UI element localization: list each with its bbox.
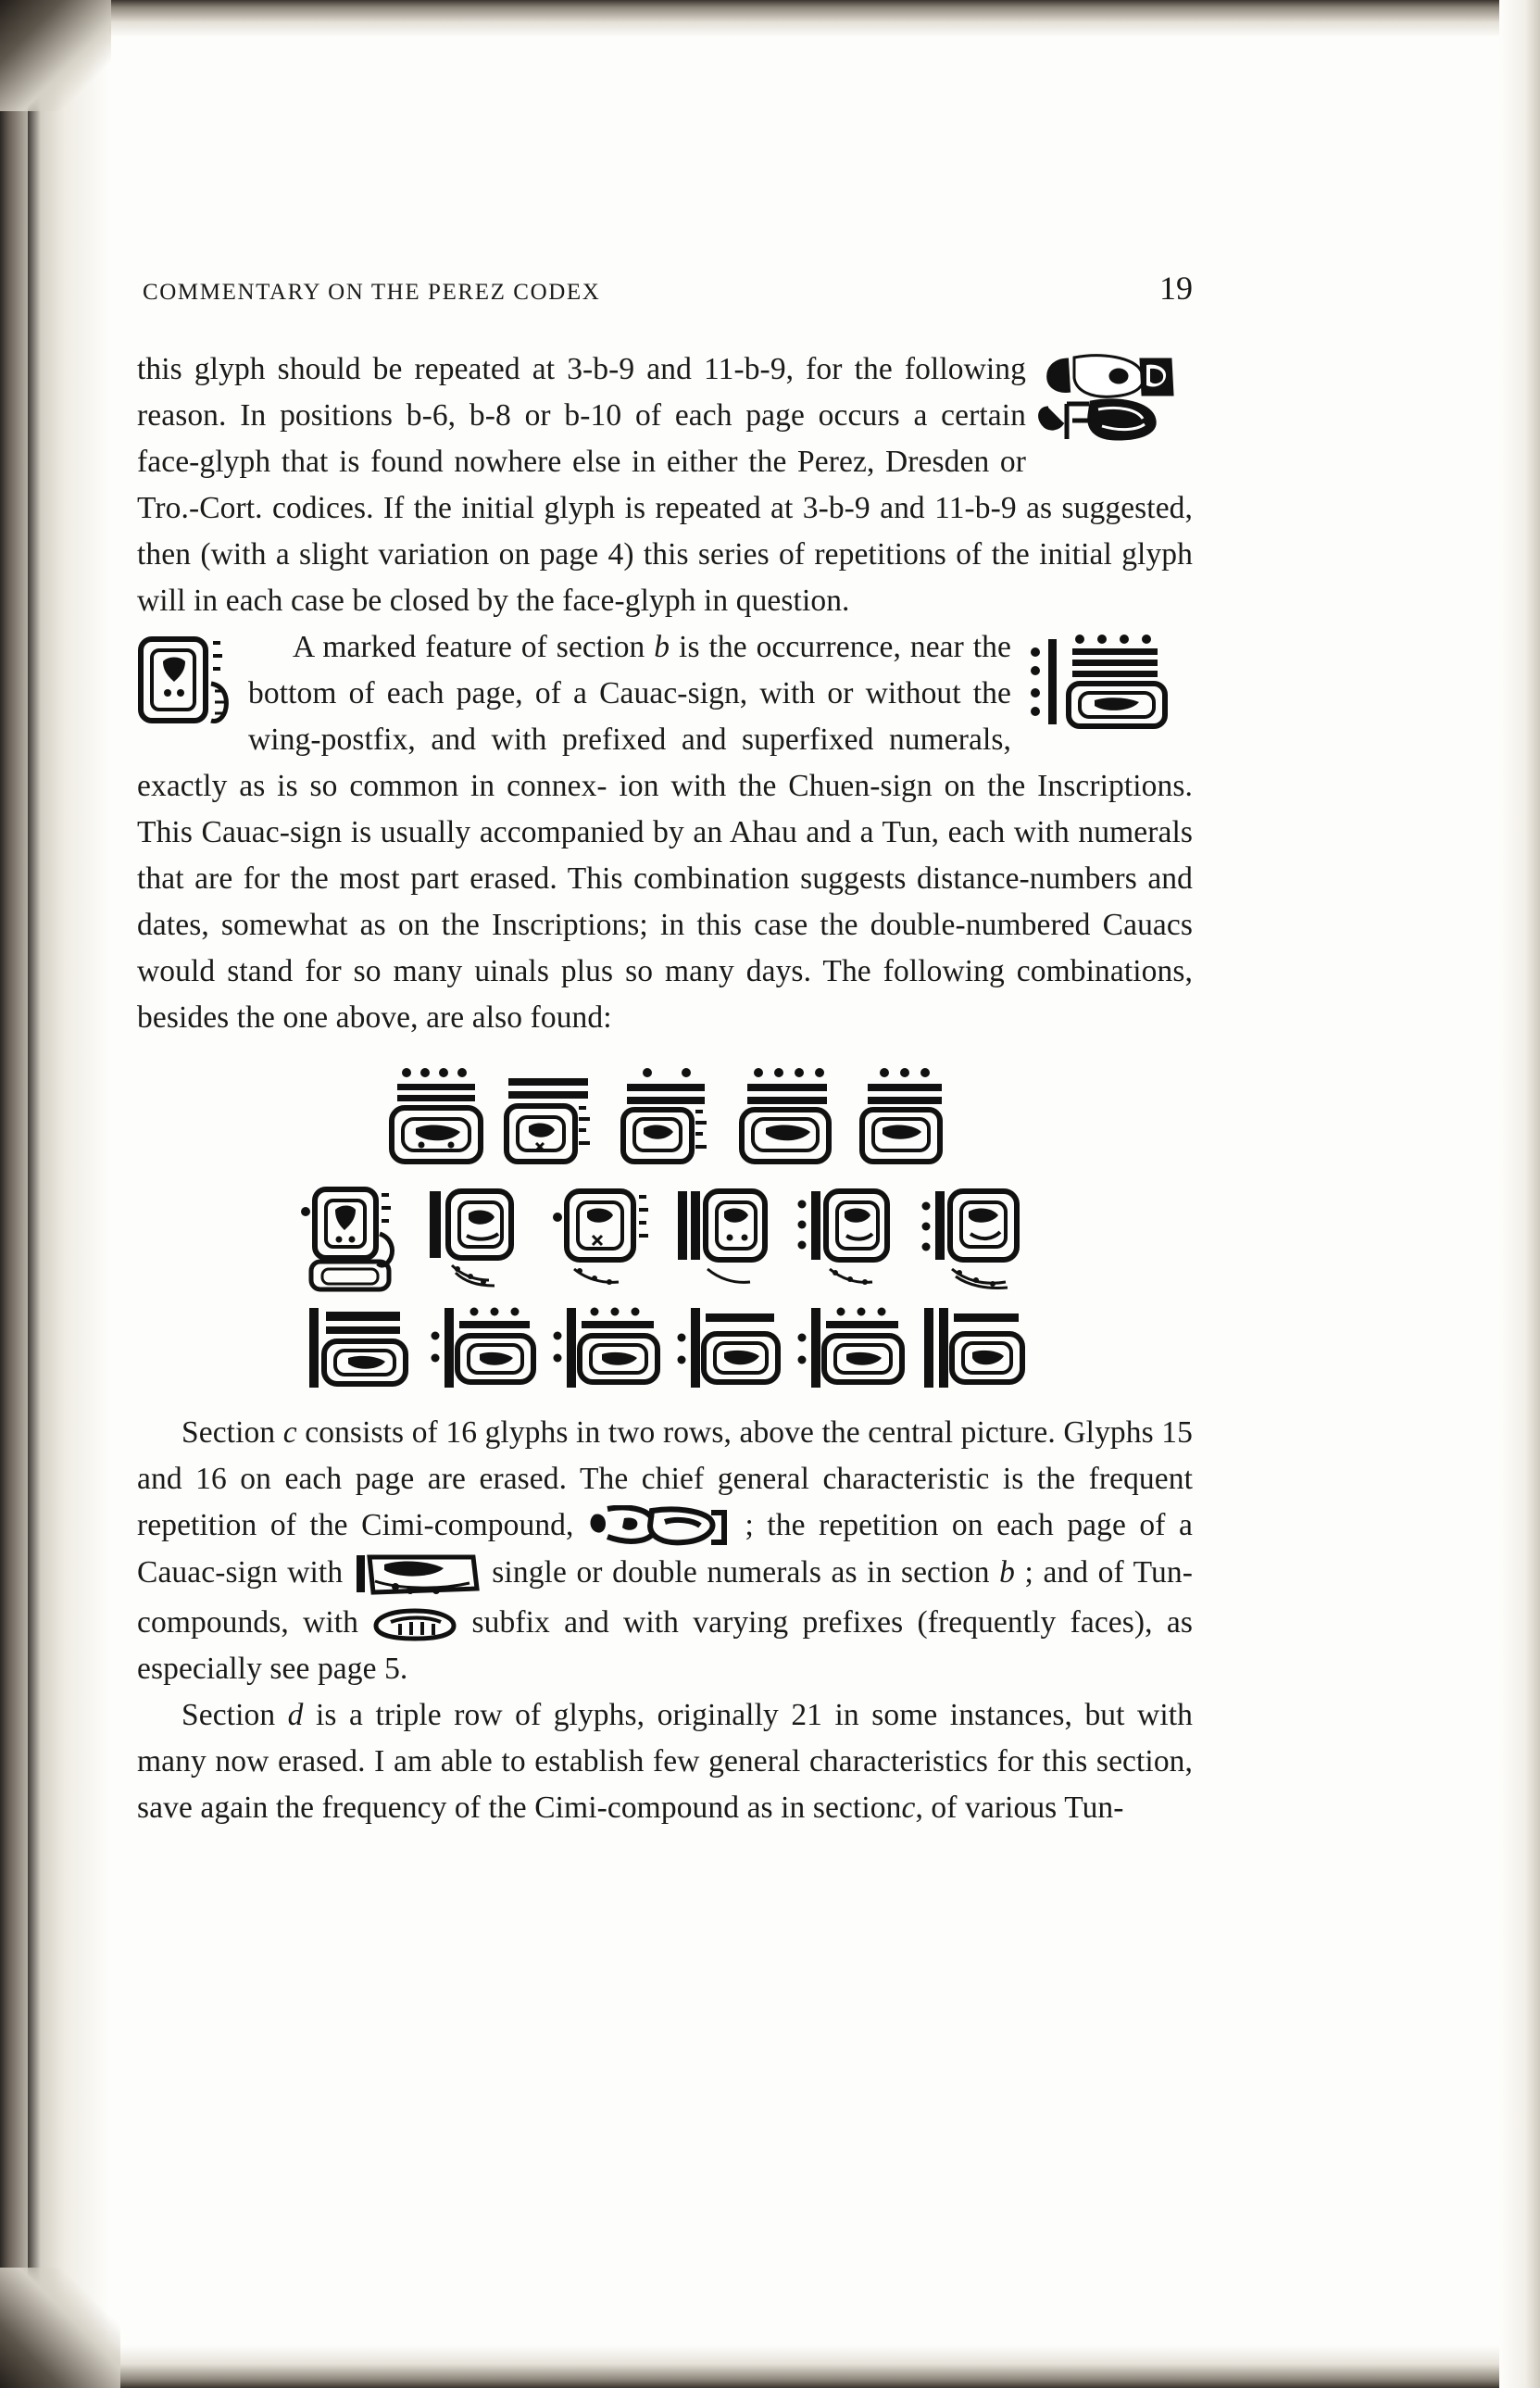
glyph-compound-9: [550, 1304, 661, 1393]
paragraph-2: [137, 624, 1193, 1041]
paragraph-4-italic-d: d: [287, 1697, 304, 1732]
paragraph-4: [137, 1692, 1193, 1831]
paragraph-3-text-g: ; and of Tun-compounds, with: [137, 1555, 1194, 1640]
paragraph-3-text-h: subfix and with varying prefixes (frequently faces), as especially see page 5.: [137, 1604, 1193, 1686]
paragraph-2-text-f: ion with the Chuen-sign on the Inscriptions. This Cauac-sign is usually accompanied by an Ahau and a Tun, each with numerals that are for the most part erased. This combination suggests distance-numbers and dates, somewhat as on the Inscriptions; in this case the double-numbered Cauacs would stand for so many uinals plus so many days. The following combinations, besides the one above, are also found:: [137, 769, 1193, 1035]
cauac-numerals-glyph-illustration: [1020, 632, 1193, 730]
glyph-compound-3: [550, 1184, 659, 1295]
running-head: [137, 269, 1193, 308]
glyph-cauac-1: [379, 1065, 486, 1169]
paragraph-2-text-c: is the occurrence, near the bottom of each page, of a Cauac-sign, with or without the: [248, 630, 1011, 710]
scan-edge-bottom: [0, 2345, 1540, 2388]
paragraph-2-text-a: A marked feature of section: [293, 630, 645, 664]
paragraph-3-text-c: consists of 16 glyphs in two rows, above the central picture. Glyphs 15 and 16 on each page are erased. The chief general characteristic is the frequent repetition of the Cimi-compound,: [137, 1415, 1193, 1542]
paragraph-3: [137, 1410, 1193, 1692]
paragraph-3-italic-c: c: [282, 1415, 297, 1450]
glyph-compound-5: [795, 1184, 904, 1295]
scan-corner-bottom-left: [0, 2268, 120, 2388]
glyph-plate-row-3: [304, 1304, 1026, 1393]
paragraph-4-text-c: is a triple row of glyphs, originally 21 in some instances, but with many now erased. I am able to establish few general characteristics for this section, save again the frequency of the Cimi-compound as in section: [137, 1697, 1193, 1825]
scan-edge-left: [0, 0, 109, 2388]
scan-edge-left-shadow: [28, 0, 41, 2388]
paragraph-4-text-a: Section: [182, 1697, 276, 1732]
paragraph-3-text-a: Section: [182, 1415, 276, 1450]
glyph-compound-11: [795, 1304, 906, 1393]
glyph-cauac-3: [614, 1065, 718, 1169]
running-head-title: COMMENTARY ON THE PEREZ CODEX: [143, 280, 601, 305]
paragraph-1-text-a: this glyph should be repeated at 3-b-9 and 11-b-9, for the following reason. In positions b-6, b-8 or b-10 of each page occurs a certain face-glyph: [137, 352, 1026, 479]
paragraph-3-italic-b: b: [999, 1555, 1015, 1590]
scan-edge-top: [0, 0, 1540, 37]
scan-corner-top-left: [0, 0, 111, 111]
paragraph-1-text-b: that is found nowhere else in either the Perez,: [281, 445, 875, 479]
glyph-plate-row-1: [379, 1065, 951, 1169]
paragraph-2-italic-b: b: [654, 630, 670, 664]
glyph-compound-1: [298, 1184, 409, 1295]
cauac-wing-glyph-illustration: [137, 634, 237, 730]
scan-edge-right: [1499, 0, 1540, 2388]
glyph-compound-12: [919, 1304, 1026, 1393]
glyph-cauac-5: [851, 1065, 951, 1169]
glyph-cauac-2: [499, 1065, 601, 1169]
glyph-compound-6: [919, 1184, 1032, 1295]
tun-subfix-glyph-illustration: [372, 1607, 457, 1642]
glyph-cauac-4: [731, 1065, 838, 1169]
cauac-sign-small-glyph-illustration: [353, 1552, 482, 1600]
face-glyph-illustration: [1033, 350, 1193, 446]
paragraph-4-text-e: , of various Tun-: [915, 1790, 1124, 1825]
page-number: 19: [1159, 270, 1193, 307]
glyph-plate: [137, 1065, 1193, 1393]
glyph-plate-row-2: [298, 1184, 1032, 1295]
glyph-compound-8: [428, 1304, 537, 1393]
glyph-compound-2: [424, 1184, 535, 1295]
glyph-compound-4: [674, 1184, 780, 1295]
paragraph-3-text-e: single or double numerals as in section: [492, 1555, 990, 1590]
glyph-compound-7: [304, 1304, 415, 1393]
paragraph-1: [137, 346, 1193, 624]
paragraph-1-text-c: Dresden or Tro.-Cort. codices. If the initial glyph is repeated at 3-b-9 and 11-b-9 as suggested, then (with a slight variation on page 4) this series of repetitions of the initial glyph will in each case be closed by the face-glyph in question.: [137, 445, 1193, 618]
glyph-compound-10: [674, 1304, 782, 1393]
cimi-compound-glyph-illustration: [587, 1505, 732, 1550]
paragraph-2-text-d: wing-postfix, and with prefixed and superfixed: [248, 723, 874, 757]
paragraph-3-text-d: ; the repetition on each page of a Cauac-sign with: [137, 1508, 1193, 1590]
paragraph-4-italic-c: c: [901, 1790, 916, 1825]
paragraph-2-text-e: numerals, exactly as is so common in connex-: [137, 723, 1012, 803]
page-text-column: [137, 269, 1193, 1831]
